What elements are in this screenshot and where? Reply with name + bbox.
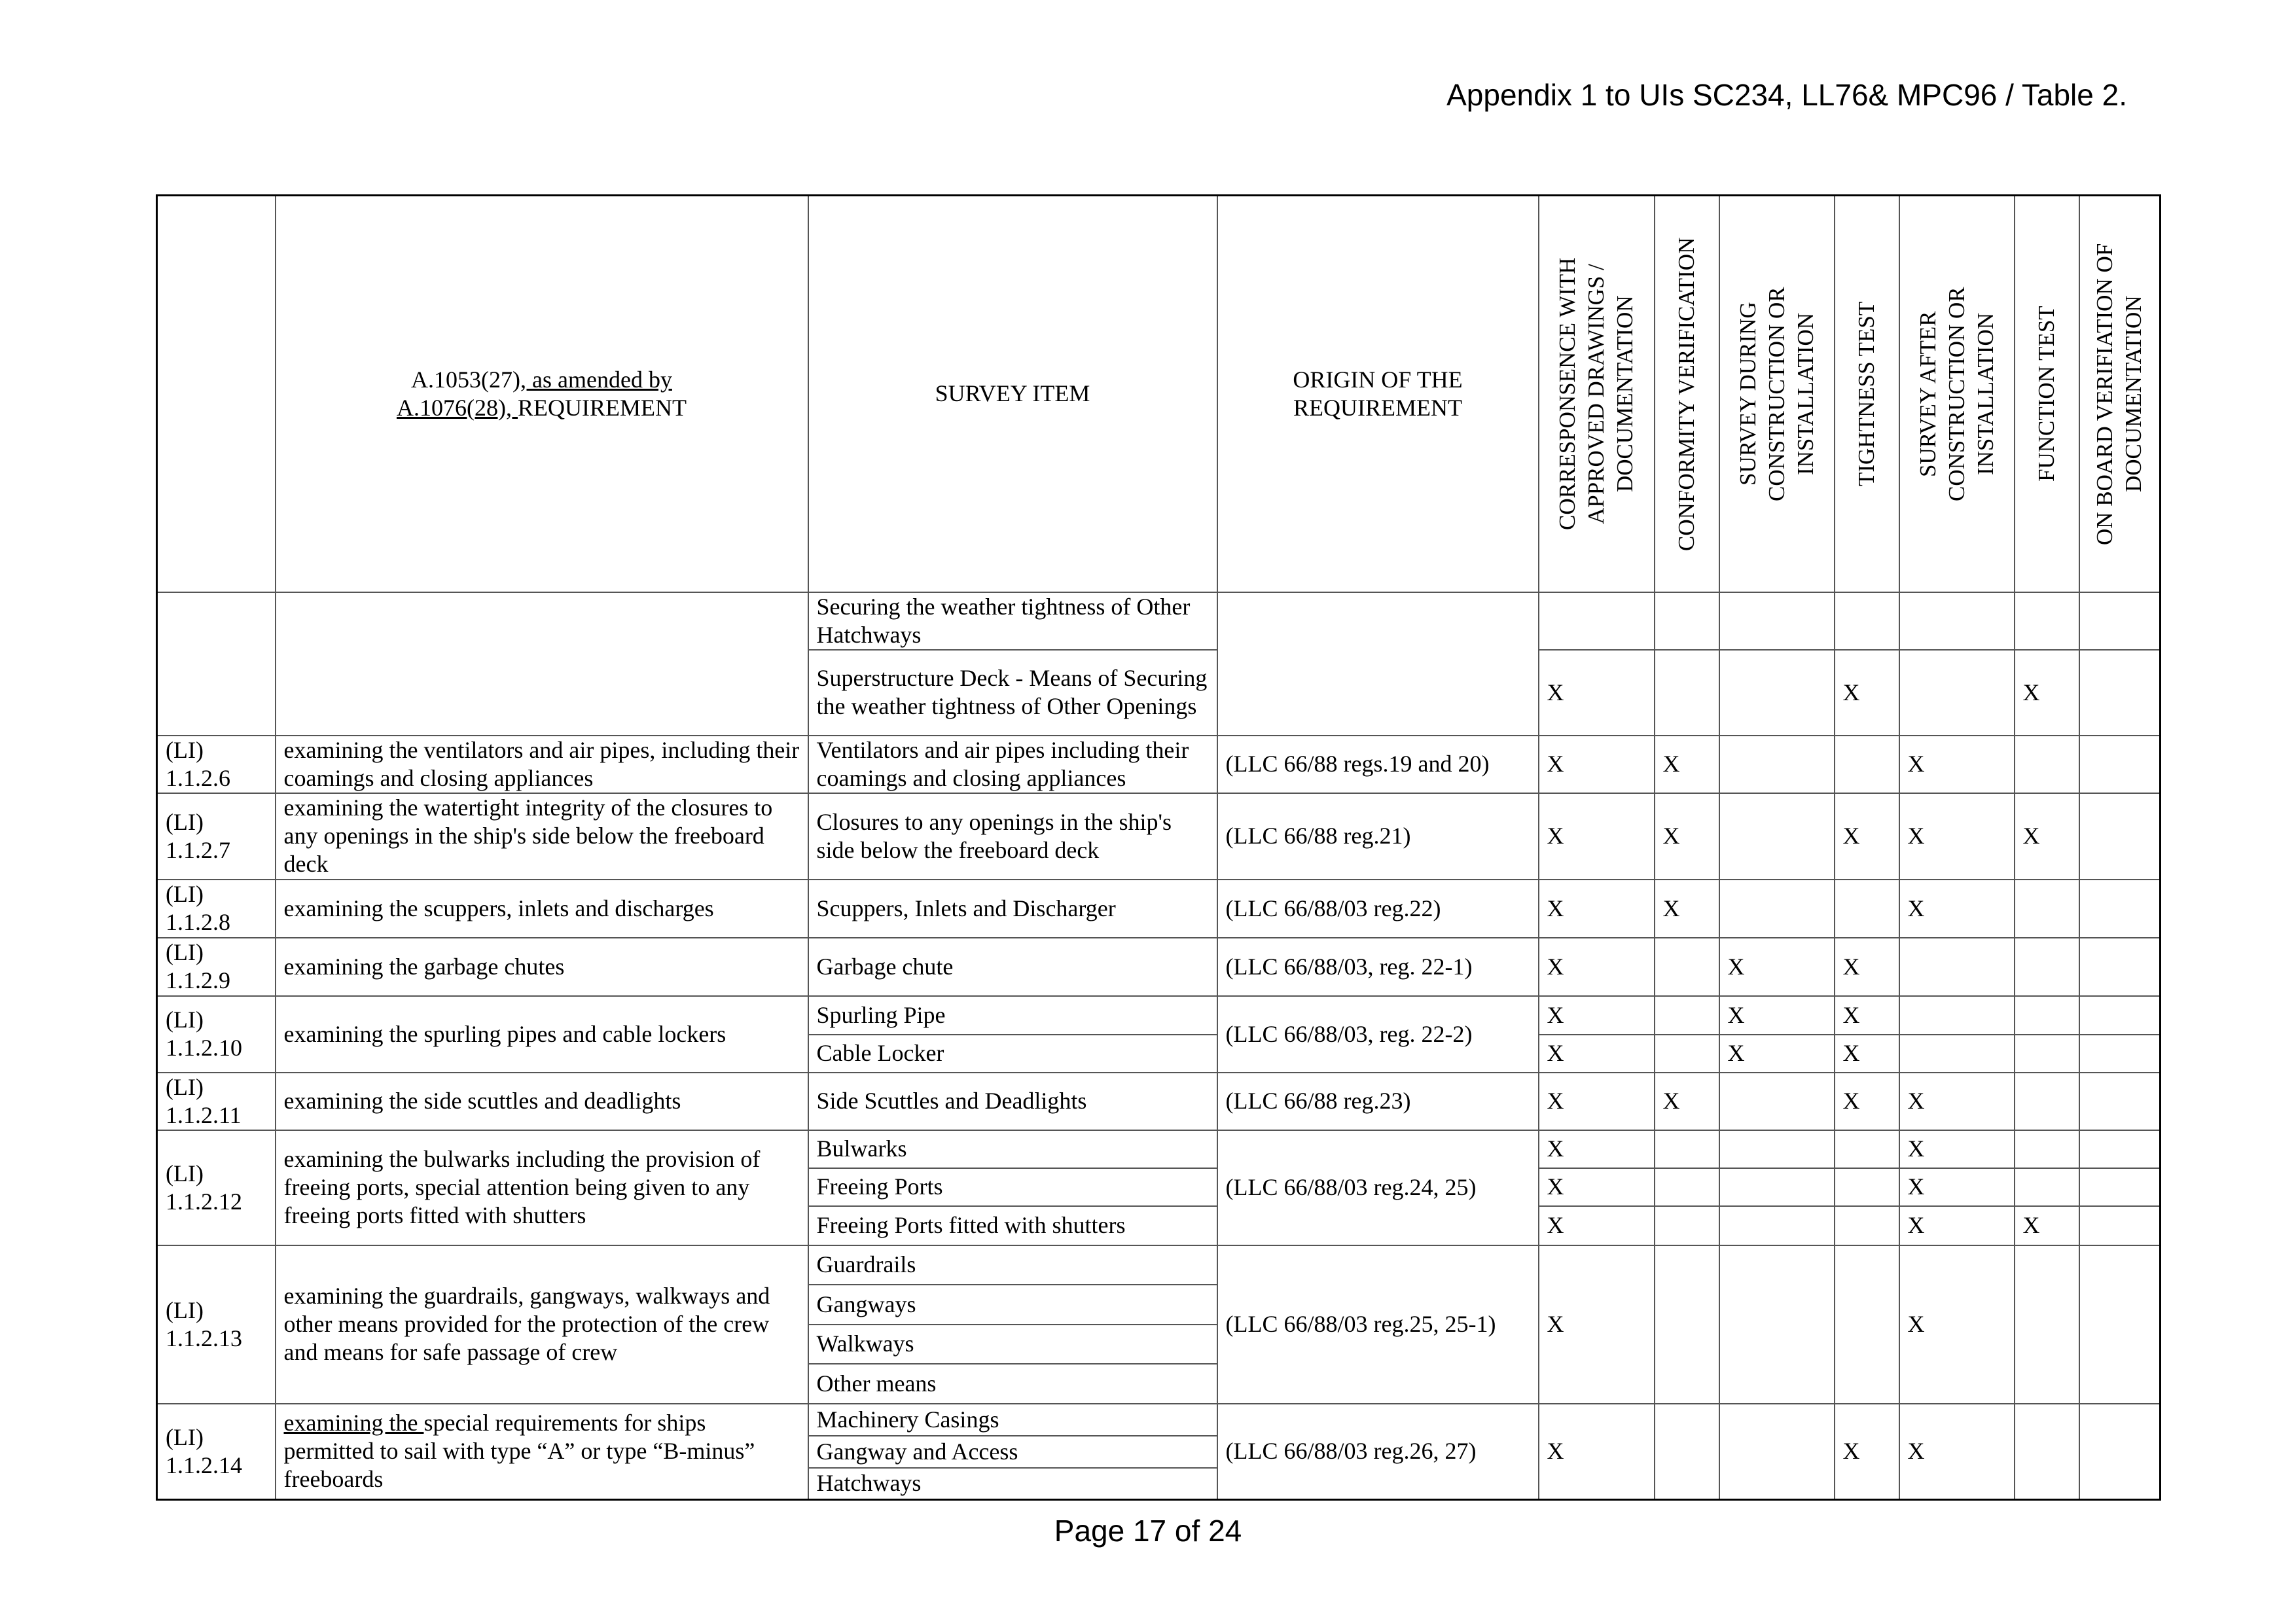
row-origin: (LLC 66/88/03, reg. 22-1) <box>1217 938 1539 996</box>
after-mark: X <box>1899 1168 2015 1206</box>
corr-mark: X <box>1539 1245 1655 1404</box>
row-origin: (LLC 66/88/03 reg.26, 27) <box>1217 1404 1539 1500</box>
tight-mark: X <box>1835 1404 1899 1500</box>
survey-after-header: SURVEY AFTER CONSTRUCTION OR INSTALLATION <box>1899 196 2015 592</box>
table-row <box>157 1130 2161 1168</box>
table-row <box>157 880 2161 938</box>
during-cell <box>1719 1404 1835 1500</box>
during-cell <box>1719 1206 1835 1245</box>
row-id: (LI) 1.1.2.11 <box>157 1073 276 1130</box>
onboard-cell <box>2079 650 2161 736</box>
tightness-header: TIGHTNESS TEST <box>1835 196 1899 592</box>
row-survey-item: Other means <box>808 1364 1217 1404</box>
tight-cell <box>1835 1245 1899 1404</box>
corr-mark: X <box>1539 1073 1655 1130</box>
tight-mark: X <box>1835 1035 1899 1073</box>
conf-mark: X <box>1655 1073 1719 1130</box>
after-mark: X <box>1899 736 2015 793</box>
table-row <box>157 592 2161 650</box>
conf-cell <box>1655 996 1719 1035</box>
header-row <box>157 196 2161 592</box>
row-origin: (LLC 66/88/03, reg. 22-2) <box>1217 996 1539 1073</box>
row-requirement: examining the bulwarks including the provision of freeing ports, special attention being given to any freeing ports fitted with shutters <box>276 1130 808 1245</box>
after-mark: X <box>1899 1245 2015 1404</box>
row-survey-item: Machinery Casings <box>808 1404 1217 1436</box>
after-mark: X <box>1899 1404 2015 1500</box>
during-cell <box>1719 880 1835 938</box>
corr-mark: X <box>1539 793 1655 880</box>
conf-cell <box>1655 650 1719 736</box>
correspondence-header: CORRESPONSENCE WITH APPROVED DRAWINGS / DOCUMENTATION <box>1539 196 1655 592</box>
row-survey-item: Freeing Ports <box>808 1168 1217 1206</box>
survey-table <box>156 194 2161 1501</box>
tight-cell <box>1835 1168 1899 1206</box>
onboard-cell <box>2079 1206 2161 1245</box>
conf-cell <box>1655 938 1719 996</box>
during-mark: X <box>1719 996 1835 1035</box>
func-cell <box>2015 1245 2079 1404</box>
conf-mark: X <box>1655 793 1719 880</box>
function-test-header: FUNCTION TEST <box>2015 196 2079 592</box>
row-requirement: examining the garbage chutes <box>276 938 808 996</box>
row-requirement: examining the special requirements for ships permitted to sail with type “A” or type “B-minus” freeboards <box>276 1404 808 1500</box>
table-row <box>157 1245 2161 1285</box>
row-id: (LI) 1.1.2.13 <box>157 1245 276 1404</box>
func-mark: X <box>2015 650 2079 736</box>
func-cell <box>2015 736 2079 793</box>
row-survey-item: Side Scuttles and Deadlights <box>808 1073 1217 1130</box>
onboard-cell <box>2079 1130 2161 1168</box>
onboard-cell <box>2079 1245 2161 1404</box>
conf-cell <box>1655 1168 1719 1206</box>
row-requirement: examining the spurling pipes and cable lockers <box>276 996 808 1073</box>
tight-mark: X <box>1835 938 1899 996</box>
row-id: (LI) 1.1.2.8 <box>157 880 276 938</box>
corr-mark: X <box>1539 1130 1655 1168</box>
tight-mark: X <box>1835 1073 1899 1130</box>
row-origin: (LLC 66/88 reg.23) <box>1217 1073 1539 1130</box>
onboard-cell <box>2079 1168 2161 1206</box>
after-cell <box>1899 1035 2015 1073</box>
table-row <box>157 938 2161 996</box>
func-cell <box>2015 1035 2079 1073</box>
corr-mark: X <box>1539 736 1655 793</box>
during-cell <box>1719 1130 1835 1168</box>
conf-cell <box>1655 1404 1719 1500</box>
onboard-cell <box>2079 1035 2161 1073</box>
tight-cell <box>1835 880 1899 938</box>
onboard-cell <box>2079 996 2161 1035</box>
row-origin: (LLC 66/88 regs.19 and 20) <box>1217 736 1539 793</box>
row-requirement: examining the ventilators and air pipes, including their coamings and closing appliances <box>276 736 808 793</box>
row-survey-item: Ventilators and air pipes including their coamings and closing appliances <box>808 736 1217 793</box>
row-survey-item: Spurling Pipe <box>808 996 1217 1035</box>
row-origin: (LLC 66/88/03 reg.25, 25-1) <box>1217 1245 1539 1404</box>
table-row <box>157 1073 2161 1130</box>
during-cell <box>1719 1168 1835 1206</box>
tight-mark: X <box>1835 650 1899 736</box>
func-cell <box>2015 1130 2079 1168</box>
row-requirement: examining the guardrails, gangways, walkways and other means provided for the protection of the crew and means for safe passage of crew <box>276 1245 808 1404</box>
onboard-header: ON BOARD VERIFIATION OF DOCUMENTATION <box>2079 196 2161 592</box>
tight-cell <box>1835 1206 1899 1245</box>
during-cell <box>1719 1245 1835 1404</box>
origin-header: ORIGIN OF THE REQUIREMENT <box>1217 196 1539 592</box>
row-survey-item: Garbage chute <box>808 938 1217 996</box>
id-header <box>157 196 276 592</box>
tight-cell <box>1835 592 1899 650</box>
conf-cell <box>1655 1245 1719 1404</box>
survey-item-header: SURVEY ITEM <box>808 196 1217 592</box>
onboard-cell <box>2079 938 2161 996</box>
during-cell <box>1719 793 1835 880</box>
func-cell <box>2015 996 2079 1035</box>
row-survey-item: Hatchways <box>808 1468 1217 1500</box>
func-mark: X <box>2015 1206 2079 1245</box>
row-id: (LI) 1.1.2.7 <box>157 793 276 880</box>
onboard-cell <box>2079 793 2161 880</box>
row-survey-item: Closures to any openings in the ship's side below the freeboard deck <box>808 793 1217 880</box>
func-cell <box>2015 1073 2079 1130</box>
onboard-cell <box>2079 592 2161 650</box>
during-mark: X <box>1719 938 1835 996</box>
during-cell <box>1719 650 1835 736</box>
row-id <box>157 592 276 736</box>
row-origin <box>1217 592 1539 736</box>
conf-cell <box>1655 1130 1719 1168</box>
func-cell <box>2015 938 2079 996</box>
row-id: (LI) 1.1.2.14 <box>157 1404 276 1500</box>
row-id: (LI) 1.1.2.12 <box>157 1130 276 1245</box>
func-mark: X <box>2015 793 2079 880</box>
row-requirement <box>276 592 808 736</box>
row-requirement: examining the scuppers, inlets and discharges <box>276 880 808 938</box>
requirement-header: A.1053(27), as amended by A.1076(28), REQUIREMENT <box>276 196 808 592</box>
during-cell <box>1719 1073 1835 1130</box>
page-header: Appendix 1 to UIs SC234, LL76& MPC96 / Table 2. <box>1446 78 2127 112</box>
row-survey-item: Superstructure Deck - Means of Securing the weather tightness of Other Openings <box>808 650 1217 736</box>
during-cell <box>1719 592 1835 650</box>
row-id: (LI) 1.1.2.6 <box>157 736 276 793</box>
row-survey-item: Gangway and Access <box>808 1436 1217 1468</box>
during-mark: X <box>1719 1035 1835 1073</box>
onboard-cell <box>2079 1404 2161 1500</box>
func-cell <box>2015 1168 2079 1206</box>
row-origin: (LLC 66/88/03 reg.24, 25) <box>1217 1130 1539 1245</box>
after-mark: X <box>1899 1130 2015 1168</box>
tight-mark: X <box>1835 793 1899 880</box>
after-mark: X <box>1899 880 2015 938</box>
page-footer: Page 17 of 24 <box>1054 1514 1242 1548</box>
table-row <box>157 1404 2161 1436</box>
corr-cell <box>1539 592 1655 650</box>
corr-mark: X <box>1539 1168 1655 1206</box>
row-survey-item: Scuppers, Inlets and Discharger <box>808 880 1217 938</box>
conf-mark: X <box>1655 880 1719 938</box>
tight-cell <box>1835 736 1899 793</box>
row-requirement: examining the watertight integrity of the closures to any openings in the ship's side below the freeboard deck <box>276 793 808 880</box>
after-cell <box>1899 996 2015 1035</box>
table-row <box>157 996 2161 1035</box>
after-mark: X <box>1899 793 2015 880</box>
row-survey-item: Securing the weather tightness of Other Hatchways <box>808 592 1217 650</box>
after-cell <box>1899 592 2015 650</box>
row-survey-item: Bulwarks <box>808 1130 1217 1168</box>
corr-mark: X <box>1539 996 1655 1035</box>
conf-mark: X <box>1655 736 1719 793</box>
corr-mark: X <box>1539 880 1655 938</box>
corr-mark: X <box>1539 1035 1655 1073</box>
corr-mark: X <box>1539 650 1655 736</box>
conf-cell <box>1655 1035 1719 1073</box>
onboard-cell <box>2079 880 2161 938</box>
row-id: (LI) 1.1.2.9 <box>157 938 276 996</box>
row-requirement: examining the side scuttles and deadlights <box>276 1073 808 1130</box>
during-cell <box>1719 736 1835 793</box>
func-cell <box>2015 1404 2079 1500</box>
row-origin: (LLC 66/88 reg.21) <box>1217 793 1539 880</box>
conf-cell <box>1655 592 1719 650</box>
corr-mark: X <box>1539 1206 1655 1245</box>
row-survey-item: Guardrails <box>808 1245 1217 1285</box>
tight-cell <box>1835 1130 1899 1168</box>
after-cell <box>1899 938 2015 996</box>
row-survey-item: Gangways <box>808 1285 1217 1325</box>
func-cell <box>2015 880 2079 938</box>
onboard-cell <box>2079 736 2161 793</box>
conformity-header: CONFORMITY VERIFICATION <box>1655 196 1719 592</box>
row-origin: (LLC 66/88/03 reg.22) <box>1217 880 1539 938</box>
corr-mark: X <box>1539 938 1655 996</box>
after-mark: X <box>1899 1206 2015 1245</box>
onboard-cell <box>2079 1073 2161 1130</box>
table-row <box>157 793 2161 880</box>
row-survey-item: Freeing Ports fitted with shutters <box>808 1206 1217 1245</box>
row-survey-item: Cable Locker <box>808 1035 1217 1073</box>
corr-mark: X <box>1539 1404 1655 1500</box>
after-cell <box>1899 650 2015 736</box>
conf-cell <box>1655 1206 1719 1245</box>
row-survey-item: Walkways <box>808 1325 1217 1364</box>
func-cell <box>2015 592 2079 650</box>
survey-during-header: SURVEY DURING CONSTRUCTION OR INSTALLATION <box>1719 196 1835 592</box>
after-mark: X <box>1899 1073 2015 1130</box>
table-row <box>157 736 2161 793</box>
row-id: (LI) 1.1.2.10 <box>157 996 276 1073</box>
tight-mark: X <box>1835 996 1899 1035</box>
